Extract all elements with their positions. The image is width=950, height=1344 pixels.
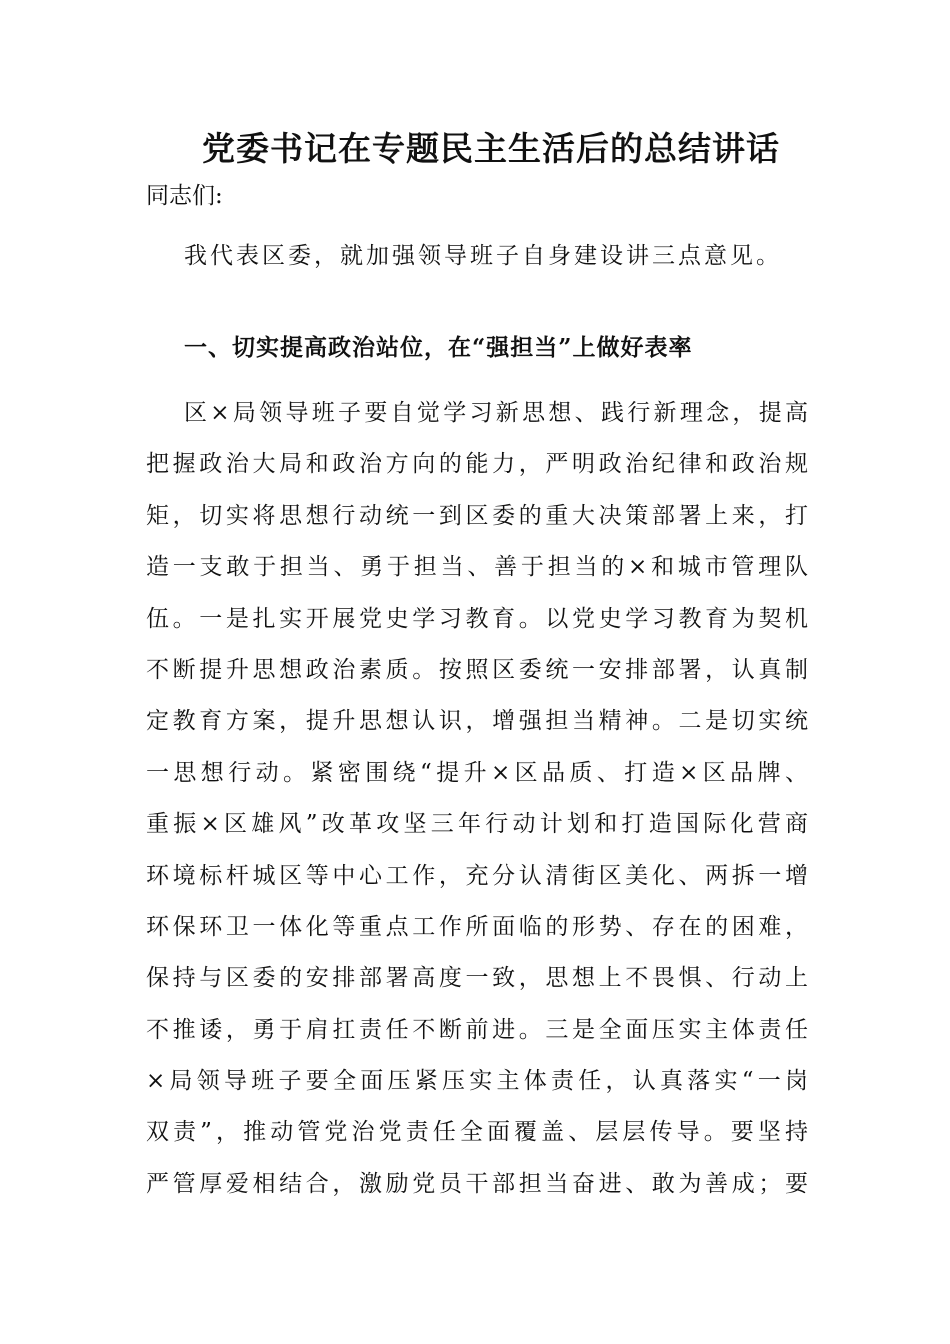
body-line: 保持与区委的安排部署高度一致，思想上不畏惧、行动上	[146, 965, 808, 992]
body-line: ×局领导班子要全面压紧压实主体责任，认真落实“一岗	[146, 1068, 808, 1095]
body-line: 区×局领导班子要自觉学习新思想、践行新理念，提高	[184, 400, 808, 426]
body-line: 不推诿，勇于肩扛责任不断前进。三是全面压实主体责任	[146, 1016, 808, 1043]
body-line: 严管厚爱相结合，激励党员干部担当奋进、敢为善成；要	[146, 1170, 808, 1197]
body-line: 造一支敢于担当、勇于担当、善于担当的×和城市管理队	[146, 554, 808, 581]
body-line: 环保环卫一体化等重点工作所面临的形势、存在的困难，	[146, 913, 808, 940]
intro-paragraph: 我代表区委，就加强领导班子自身建设讲三点意见。	[184, 243, 782, 269]
body-line: 伍。一是扎实开展党史学习教育。以党史学习教育为契机	[146, 605, 808, 632]
body-line: 定教育方案，提升思想认识，增强担当精神。二是切实统	[146, 708, 808, 735]
body-paragraph	[146, 388, 808, 1210]
body-line: 一思想行动。紧密围绕“提升×区品质、打造×区品牌、	[146, 759, 808, 786]
body-line: 双责”，推动管党治党责任全面覆盖、层层传导。要坚持	[146, 1119, 808, 1146]
salutation: 同志们:	[146, 183, 223, 209]
body-line: 不断提升思想政治素质。按照区委统一安排部署，认真制	[146, 656, 808, 683]
section-heading: 一、切实提高政治站位，在“强担当”上做好表率	[184, 334, 693, 361]
body-line: 矩，切实将思想行动统一到区委的重大决策部署上来，打	[146, 502, 808, 529]
body-line: 把握政治大局和政治方向的能力，严明政治纪律和政治规	[146, 451, 808, 478]
body-line: 重振×区雄风”改革攻坚三年行动计划和打造国际化营商	[146, 811, 808, 838]
document-title: 党委书记在专题民主生活后的总结讲话	[202, 129, 780, 168]
body-line: 环境标杆城区等中心工作，充分认清街区美化、两拆一增	[146, 862, 808, 889]
